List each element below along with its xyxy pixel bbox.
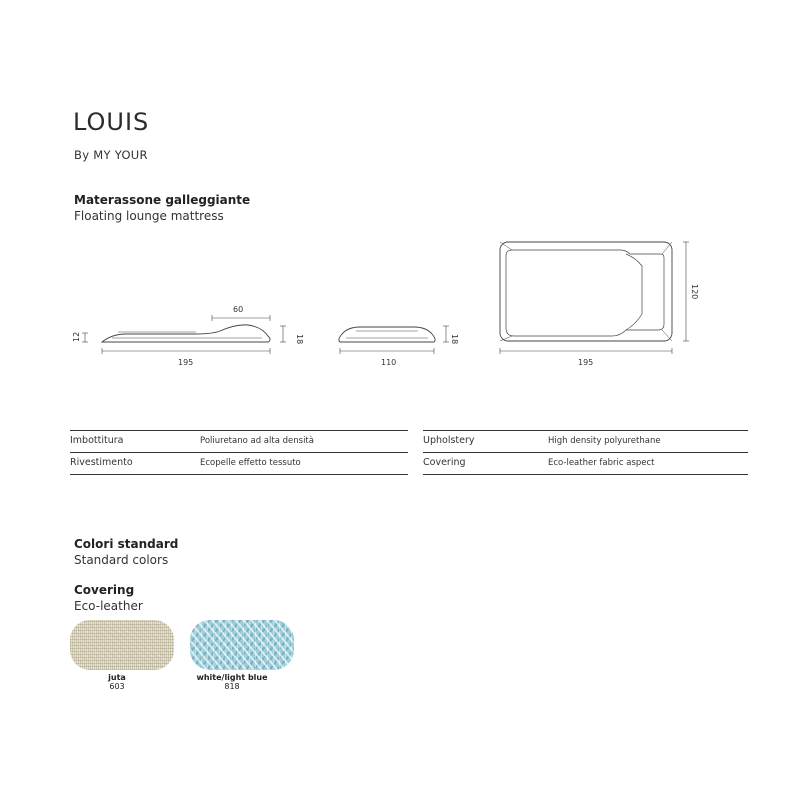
swatch-name: juta <box>108 673 126 682</box>
swatch-juta[interactable] <box>70 620 174 670</box>
product-title: LOUIS <box>73 108 150 136</box>
spec-label: Imbottitura <box>70 435 124 446</box>
dim-front-thickness: 18 <box>450 334 459 345</box>
swatch-juta-label <box>65 673 169 691</box>
top-view-drawing <box>500 242 689 354</box>
spec-value: Ecopelle effetto tessuto <box>200 458 301 468</box>
dim-top-width: 120 <box>690 284 699 300</box>
swatch-name: white/light blue <box>196 673 268 682</box>
spec-value: Eco-leather fabric aspect <box>548 458 655 468</box>
product-type-italian: Materassone galleggiante <box>74 193 251 207</box>
swatch-white-light-blue[interactable] <box>190 620 294 670</box>
spec-value: Poliuretano ad alta densità <box>200 436 314 446</box>
dim-side-height: 12 <box>72 331 81 342</box>
spec-row <box>70 453 408 475</box>
dim-top-length: 195 <box>578 358 594 367</box>
product-byline: By MY YOUR <box>74 148 148 162</box>
spec-table-italian <box>70 430 408 475</box>
dim-front-width: 110 <box>381 358 397 367</box>
dim-side-length: 195 <box>178 358 194 367</box>
dim-side-top: 60 <box>233 305 244 314</box>
front-view-drawing <box>339 326 449 354</box>
spec-table-english <box>423 430 748 475</box>
swatch-white-light-blue-label <box>180 673 284 691</box>
swatch-code: 603 <box>109 682 125 691</box>
spec-row <box>423 453 748 475</box>
spec-row <box>423 430 748 453</box>
product-type-english: Floating lounge mattress <box>74 209 224 223</box>
side-view-drawing <box>82 315 286 354</box>
covering-heading: Covering <box>74 583 135 597</box>
swatch-code: 818 <box>224 682 240 691</box>
covering-material: Eco-leather <box>74 599 143 613</box>
spec-label: Upholstery <box>423 435 475 446</box>
spec-row <box>70 430 408 453</box>
dim-side-thickness: 18 <box>295 334 304 345</box>
colors-heading-italian: Colori standard <box>74 537 179 551</box>
spec-value: High density polyurethane <box>548 436 661 446</box>
spec-label: Covering <box>423 457 466 468</box>
spec-label: Rivestimento <box>70 457 133 468</box>
colors-heading-english: Standard colors <box>74 553 169 567</box>
